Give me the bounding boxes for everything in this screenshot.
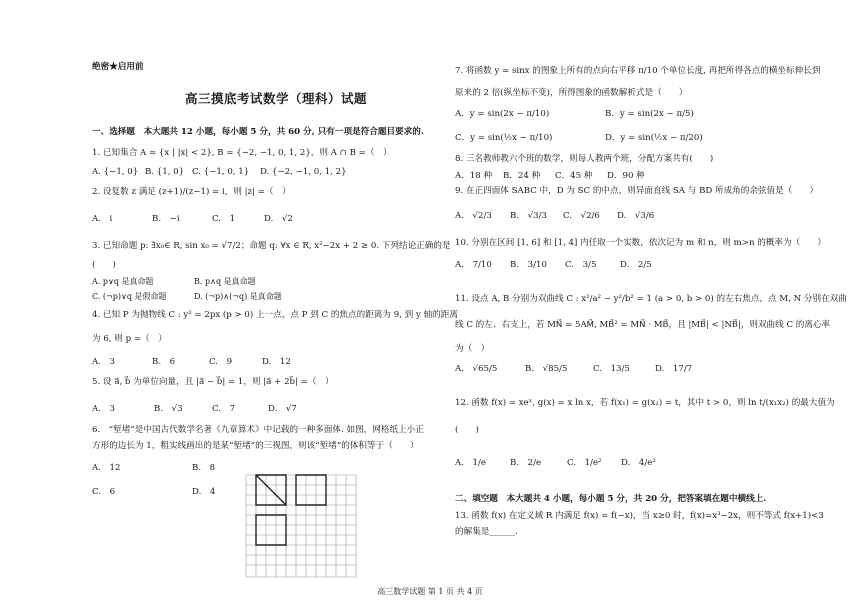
q4-stem-line2: 为 6, 则 p =（ ）: [92, 334, 167, 344]
q4-option-c: C. 9: [209, 357, 233, 367]
q9-option-d: D. √3/6: [617, 211, 655, 221]
q11-stem-line2: 线 C 的左、右支上，若 MN⃗ = 5AM⃗, MB⃗² = MN⃗ · MB⃗，且 |MB⃗| < |NB⃗|，则双曲线 C 的离心率: [455, 320, 831, 330]
q1-stem: 1. 已知集合 A = {x | |x| < 2}, B = {−2, −1, 0, 1, 2}，则 A ∩ B =（ ）: [92, 148, 392, 158]
q4-stem-line1: 4. 已知 P 为抛物线 C : y² = 2px (p > 0) 上一点，点 P 到 C 的焦点的距离为 9, 到 y 轴的距离: [92, 310, 458, 320]
q11-stem-line3: 为（ ）: [455, 344, 490, 354]
q11-option-a: A. √65/5: [455, 364, 498, 374]
q6-stem-line1: 6. “堑堵”是中国古代数学名著《九章算术》中记载的一种多面体. 如图，网格纸上小正: [92, 425, 424, 435]
q5-option-d: D. √7: [268, 404, 297, 414]
exam-title: 高三摸底考试数学（理科）试题: [185, 91, 368, 106]
q3-stem-line2: ( ): [92, 260, 116, 270]
q3-option-c: C. (¬p)∨q 是假命题: [92, 292, 167, 301]
q13-stem-line1: 13. 函数 f(x) 在定义域 R 内满足 f(x) = f(−x)，当 x≥0 时，f(x)=x³−2x，则不等式 f(x+1)<3: [455, 511, 824, 521]
q10-option-d: D. 2/5: [620, 260, 652, 270]
section1-heading: 一、选择题 本大题共 12 小题，每小题 5 分，共 60 分, 只有一项是符合题目要求的.: [92, 127, 424, 137]
q11-stem-line1: 11. 设点 A, B 分别为双曲线 C : x²/a² − y²/b² = 1 (a > 0, b > 0) 的左右焦点，点 M, N 分别在双曲: [455, 294, 847, 304]
q2-option-d: D. √2: [264, 214, 293, 224]
q13-stem-line2: 的解集是______.: [455, 527, 518, 537]
q7-option-b: B．y = sin(2x − π/5): [605, 109, 694, 119]
q8-option-a: A．18 种: [455, 171, 493, 181]
q2-stem: 2. 设复数 z 满足 (z+1)/(z−1) = i，则 |z| =（ ）: [92, 187, 291, 197]
q9-option-b: B. √3/3: [510, 211, 547, 221]
q12-stem-line2: ( ): [455, 425, 479, 435]
side-view-outline: [296, 475, 326, 505]
q7-stem-line2: 原来的 2 倍(纵坐标不变)，所得图象的函数解析式是（ ）: [455, 88, 688, 98]
q2-option-c: C. 1: [212, 214, 236, 224]
q4-option-a: A. 3: [92, 357, 115, 367]
q11-option-c: C. 13/5: [593, 364, 630, 374]
q5-option-b: B. √3: [154, 404, 183, 414]
secret-label: 绝密★启用前: [92, 62, 144, 72]
q4-option-d: D. 12: [262, 357, 291, 367]
q7-option-c: C．y = sin(½x − π/10): [455, 133, 553, 143]
q10-option-b: B. 3/10: [510, 260, 547, 270]
q12-option-d: D. 4/e²: [621, 458, 656, 468]
three-view-figure: [242, 471, 362, 581]
q3-stem-line1: 3. 已知命题 p: ∃x₀∈ R, sin x₀ = √7/2；命题 q: ∀x ∈ R, x²−2x + 2 ≥ 0. 下列结论正确的是: [92, 241, 451, 251]
q7-option-a: A．y = sin(2x − π/10): [455, 109, 550, 119]
q2-option-b: B. −i: [152, 214, 180, 224]
q12-stem-line1: 12. 函数 f(x) = xeˣ, g(x) = x ln x，若 f(x₁) = g(x₂) = t，其中 t > 0，则 ln t/(x₁x₂) 的最大值为: [455, 398, 835, 408]
q7-stem-line1: 7. 将函数 y = sinx 的图象上所有的点向右平移 π/10 个单位长度, 再把所得各点的横坐标伸长到: [455, 66, 821, 76]
q3-option-d: D. (¬p)∧(¬q) 是真命题: [194, 292, 282, 301]
figure-grid-lines: [246, 475, 356, 577]
q4-option-b: B. 6: [152, 357, 176, 367]
q7-option-d: D．y = sin(½x − π/20): [605, 133, 703, 143]
q9-option-a: A. √2/3: [455, 211, 492, 221]
q1-option-d: D. {−2, −1, 0, 1, 2}: [260, 167, 347, 177]
q11-option-b: B. √85/5: [525, 364, 568, 374]
q5-option-a: A. 3: [92, 404, 115, 414]
q1-option-a: A. {−1, 0}: [92, 167, 139, 177]
q10-stem: 10. 分别在区间 [1, 6] 和 [1, 4] 内任取一个实数，依次记为 m 和 n，则 m>n 的概率为（ ）: [455, 238, 826, 248]
q8-stem: 8. 三名教师教六个班的数学，则每人教两个班，分配方案共有( ): [455, 154, 714, 164]
q10-option-c: C. 3/5: [565, 260, 597, 270]
front-view-outline: [256, 475, 286, 505]
q8-option-c: C．45 种: [555, 171, 593, 181]
q9-stem: 9. 在正四面体 SABC 中，D 为 SC 的中点，则异面直线 SA 与 BD 所成角的余弦值是（ ）: [455, 186, 819, 196]
q8-option-b: B．24 种: [503, 171, 541, 181]
q11-option-d: D. 17/7: [655, 364, 693, 374]
q3-option-b: B. p∧q 是真命题: [194, 277, 256, 286]
q12-option-b: B. 2/e: [510, 458, 542, 468]
q6-option-b: B. 8: [192, 463, 216, 473]
q6-option-a: A. 12: [92, 463, 121, 473]
page-footer: 高三数学试题 第 1 页 共 4 页: [377, 587, 483, 596]
q12-option-a: A. 1/e: [455, 458, 486, 468]
q1-option-b: B. {1, 0}: [145, 167, 185, 177]
section2-heading: 二、填空题 本大题共 4 小题，每小题 5 分，共 20 分，把答案填在题中横线上.: [455, 494, 767, 504]
q12-option-c: C. 1/e²: [567, 458, 602, 468]
q8-option-d: D．90 种: [607, 171, 645, 181]
q3-option-a: A. p∨q 是真命题: [92, 277, 154, 286]
q9-option-c: C. √2/6: [563, 211, 600, 221]
q10-option-a: A. 7/10: [455, 260, 492, 270]
q6-option-c: C. 6: [92, 487, 116, 497]
q1-option-c: C. {−1, 0, 1}: [192, 167, 250, 177]
q2-option-a: A. i: [92, 214, 113, 224]
q5-option-c: C. 7: [212, 404, 236, 414]
q6-stem-line2: 方形的边长为 1，粗实线画出的是某“堑堵”的三视图，则该“堑堵”的体积等于（ ）: [92, 441, 419, 451]
q6-option-d: D. 4: [192, 487, 216, 497]
q5-stem: 5. 设 a⃗, b⃗ 为单位向量，且 |a⃗ − b⃗| = 1，则 |a⃗ + 2b⃗| =（ ）: [92, 377, 334, 387]
top-view-outline: [256, 515, 286, 545]
